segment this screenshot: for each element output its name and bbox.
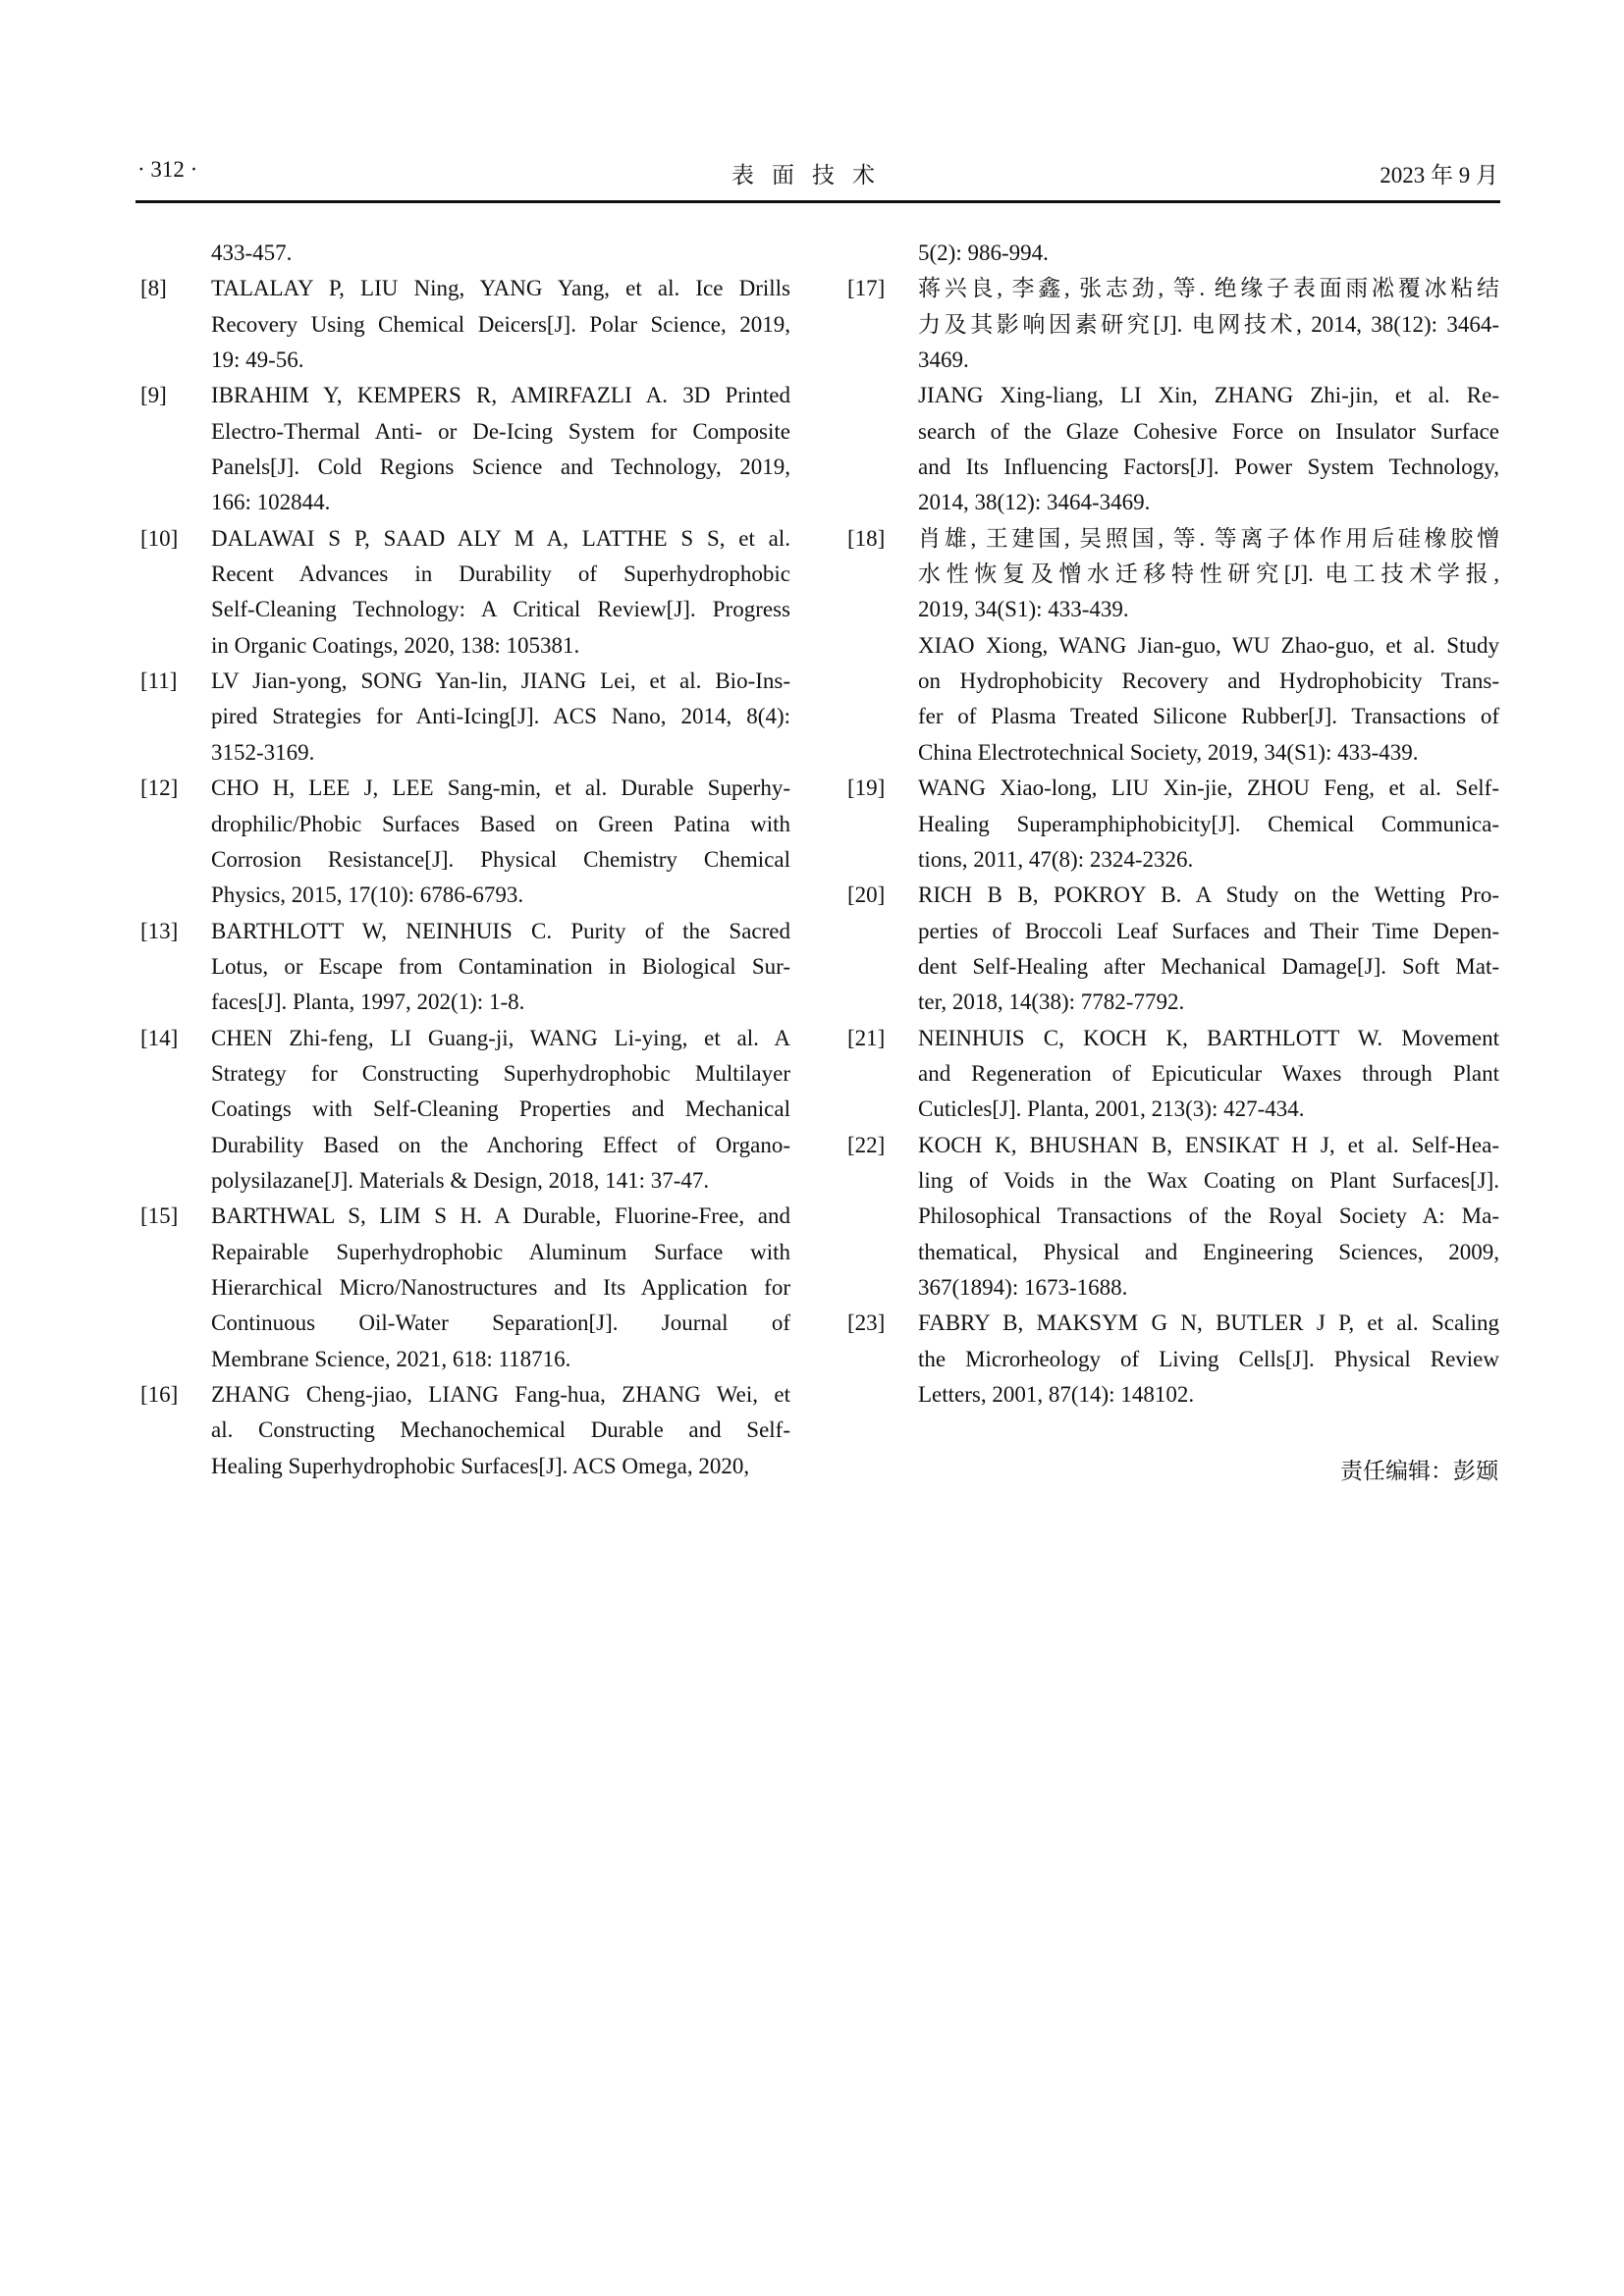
reference-number: [18] xyxy=(847,525,886,551)
reference-entry xyxy=(140,914,790,1021)
reference-line: BARTHWAL S, LIM S H. A Durable, Fluorine-Free, and xyxy=(211,1203,790,1229)
reference-line: 肖雄, 王建国, 吴照国, 等. 等离子体作用后硅橡胶憎 xyxy=(918,525,1499,551)
reference-line: Membrane Science, 2021, 618: 118716. xyxy=(211,1346,571,1371)
reference-line: faces[J]. Planta, 1997, 202(1): 1-8. xyxy=(211,989,525,1015)
reference-line: 5(2): 986-994. xyxy=(918,240,1049,265)
reference-line: LV Jian-yong, SONG Yan-lin, JIANG Lei, et al. Bio-Ins- xyxy=(211,668,790,694)
reference-number: [15] xyxy=(140,1203,179,1229)
reference-line: 2014, 38(12): 3464-3469. xyxy=(918,490,1151,515)
reference-line: thematical, Physical and Engineering Sciences, 2009, xyxy=(918,1239,1499,1264)
reference-line: in Organic Coatings, 2020, 138: 105381. xyxy=(211,632,580,658)
reference-number: [10] xyxy=(140,525,179,551)
reference-number: [16] xyxy=(140,1382,179,1407)
reference-line: Durability Based on the Anchoring Effect of Organo- xyxy=(211,1132,790,1157)
reference-line: tions, 2011, 47(8): 2324-2326. xyxy=(918,846,1194,872)
references-left-column xyxy=(140,236,790,1484)
reference-line: 166: 102844. xyxy=(211,490,331,515)
reference-entry xyxy=(140,521,790,664)
reference-line: Corrosion Resistance[J]. Physical Chemistry Chemical xyxy=(211,846,790,872)
reference-line: China Electrotechnical Society, 2019, 34(S1): 433-439. xyxy=(918,739,1419,765)
reference-line: KOCH K, BHUSHAN B, ENSIKAT H J, et al. Self-Hea- xyxy=(918,1132,1499,1157)
reference-line: 蒋兴良, 李鑫, 张志劲, 等. 绝缘子表面雨凇覆冰粘结 xyxy=(918,276,1499,301)
reference-line: search of the Glaze Cohesive Force on Insulator Surface xyxy=(918,418,1499,444)
reference-line: ter, 2018, 14(38): 7782-7792. xyxy=(918,989,1185,1015)
reference-entry xyxy=(140,1199,790,1377)
reference-number: [12] xyxy=(140,775,179,801)
reference-number: [23] xyxy=(847,1310,886,1336)
reference-number: [21] xyxy=(847,1025,886,1050)
reference-line: Healing Superamphiphobicity[J]. Chemical Communica- xyxy=(918,811,1499,836)
reference-entry xyxy=(140,378,790,520)
reference-line: WANG Xiao-long, LIU Xin-jie, ZHOU Feng, et al. Self- xyxy=(918,775,1499,801)
reference-line: XIAO Xiong, WANG Jian-guo, WU Zhao-guo, et al. Study xyxy=(918,632,1499,658)
reference-line: Strategy for Constructing Superhydrophobic Multilayer xyxy=(211,1060,790,1086)
reference-entry xyxy=(847,1021,1499,1128)
reference-line: Cuticles[J]. Planta, 2001, 213(3): 427-434. xyxy=(918,1096,1305,1122)
reference-entry xyxy=(847,1128,1499,1307)
reference-entry xyxy=(847,878,1499,1020)
reference-line: drophilic/Phobic Surfaces Based on Green Patina with xyxy=(211,811,790,836)
reference-number: [8] xyxy=(140,276,167,301)
reference-line: Recovery Using Chemical Deicers[J]. Polar Science, 2019, xyxy=(211,311,790,337)
reference-number: [17] xyxy=(847,276,886,301)
reference-line: and Regeneration of Epicuticular Waxes through Plant xyxy=(918,1060,1499,1086)
reference-line: 水性恢复及憎水迁移特性研究[J]. 电工技术学报, xyxy=(918,561,1499,587)
reference-line: 3469. xyxy=(918,347,969,373)
reference-line: perties of Broccoli Leaf Surfaces and Their Time Depen- xyxy=(918,918,1499,943)
reference-entry xyxy=(847,236,1499,271)
reference-number: [9] xyxy=(140,383,167,408)
reference-line: Healing Superhydrophobic Surfaces[J]. ACS Omega, 2020, xyxy=(211,1453,750,1478)
reference-entry xyxy=(847,378,1499,520)
reference-number: [19] xyxy=(847,775,886,801)
reference-line: JIANG Xing-liang, LI Xin, ZHANG Zhi-jin, et al. Re- xyxy=(918,383,1499,408)
reference-line: on Hydrophobicity Recovery and Hydrophobicity Trans- xyxy=(918,668,1499,694)
reference-line: Physics, 2015, 17(10): 6786-6793. xyxy=(211,882,524,908)
reference-line: BARTHLOTT W, NEINHUIS C. Purity of the Sacred xyxy=(211,918,790,943)
reference-entry xyxy=(140,664,790,771)
reference-line: Lotus, or Escape from Contamination in Biological Sur- xyxy=(211,953,790,979)
reference-line: RICH B B, POKROY B. A Study on the Wetting Pro- xyxy=(918,882,1499,908)
reference-entry xyxy=(847,271,1499,378)
reference-line: fer of Plasma Treated Silicone Rubber[J]. Transactions of xyxy=(918,704,1499,729)
reference-line: IBRAHIM Y, KEMPERS R, AMIRFAZLI A. 3D Printed xyxy=(211,383,790,408)
reference-entry xyxy=(140,236,790,271)
reference-line: 19: 49-56. xyxy=(211,347,304,373)
reference-line: ZHANG Cheng-jiao, LIANG Fang-hua, ZHANG Wei, et xyxy=(211,1382,790,1407)
reference-line: Letters, 2001, 87(14): 148102. xyxy=(918,1382,1195,1407)
reference-line: NEINHUIS C, KOCH K, BARTHLOTT W. Movement xyxy=(918,1025,1499,1050)
reference-number: [13] xyxy=(140,918,179,943)
reference-line: Electro-Thermal Anti- or De-Icing System for Composite xyxy=(211,418,790,444)
reference-line: Repairable Superhydrophobic Aluminum Surface with xyxy=(211,1239,790,1264)
reference-line: 367(1894): 1673-1688. xyxy=(918,1274,1128,1300)
reference-line: dent Self-Healing after Mechanical Damage[J]. Soft Mat- xyxy=(918,953,1499,979)
reference-line: 力及其影响因素研究[J]. 电网技术, 2014, 38(12): 3464- xyxy=(918,311,1499,337)
reference-entry xyxy=(140,771,790,913)
reference-line: Self-Cleaning Technology: A Critical Review[J]. Progress xyxy=(211,597,790,622)
reference-entry xyxy=(140,271,790,378)
reference-number: [14] xyxy=(140,1025,179,1050)
reference-line: 2019, 34(S1): 433-439. xyxy=(918,597,1129,622)
reference-line: 3152-3169. xyxy=(211,739,315,765)
reference-line: and Its Influencing Factors[J]. Power System Technology, xyxy=(918,454,1499,480)
reference-line: Hierarchical Micro/Nanostructures and Its Application for xyxy=(211,1274,790,1300)
reference-line: CHEN Zhi-feng, LI Guang-ji, WANG Li-ying, et al. A xyxy=(211,1025,790,1050)
reference-line: CHO H, LEE J, LEE Sang-min, et al. Durable Superhy- xyxy=(211,775,790,801)
reference-line: Panels[J]. Cold Regions Science and Technology, 2019, xyxy=(211,454,790,480)
reference-line: DALAWAI S P, SAAD ALY M A, LATTHE S S, et al. xyxy=(211,525,790,551)
responsible-editor: 责任编辑：彭颋 xyxy=(1340,1459,1498,1484)
reference-line: ling of Voids in the Wax Coating on Plant Surfaces[J]. xyxy=(918,1167,1499,1193)
reference-entry xyxy=(847,521,1499,628)
reference-number: [11] xyxy=(140,668,178,694)
reference-entry xyxy=(847,771,1499,878)
reference-line: al. Constructing Mechanochemical Durable and Self- xyxy=(211,1417,790,1443)
journal-title: 表面技术 xyxy=(731,163,893,187)
reference-entry xyxy=(847,628,1499,771)
reference-line: Continuous Oil-Water Separation[J]. Journal of xyxy=(211,1310,790,1336)
reference-line: FABRY B, MAKSYM G N, BUTLER J P, et al. Scaling xyxy=(918,1310,1499,1336)
reference-entry xyxy=(140,1021,790,1200)
reference-number: [22] xyxy=(847,1132,886,1157)
reference-line: polysilazane[J]. Materials & Design, 2018, 141: 37-47. xyxy=(211,1167,710,1193)
issue-date: 2023 年 9 月 xyxy=(1380,163,1498,187)
reference-number: [20] xyxy=(847,882,886,908)
reference-entry xyxy=(847,1306,1499,1413)
reference-line: TALALAY P, LIU Ning, YANG Yang, et al. Ice Drills xyxy=(211,276,790,301)
reference-line: pired Strategies for Anti-Icing[J]. ACS Nano, 2014, 8(4): xyxy=(211,704,790,729)
reference-line: the Microrheology of Living Cells[J]. Physical Review xyxy=(918,1346,1499,1371)
reference-line: Coatings with Self-Cleaning Properties and Mechanical xyxy=(211,1096,790,1122)
header-rule xyxy=(135,200,1500,203)
references-right-column xyxy=(847,236,1499,1413)
reference-line: 433-457. xyxy=(211,240,293,265)
reference-line: Recent Advances in Durability of Superhydrophobic xyxy=(211,561,790,587)
reference-entry xyxy=(140,1377,790,1484)
reference-line: Philosophical Transactions of the Royal Society A: Ma- xyxy=(918,1203,1499,1229)
page-number: · 312 · xyxy=(137,157,198,182)
